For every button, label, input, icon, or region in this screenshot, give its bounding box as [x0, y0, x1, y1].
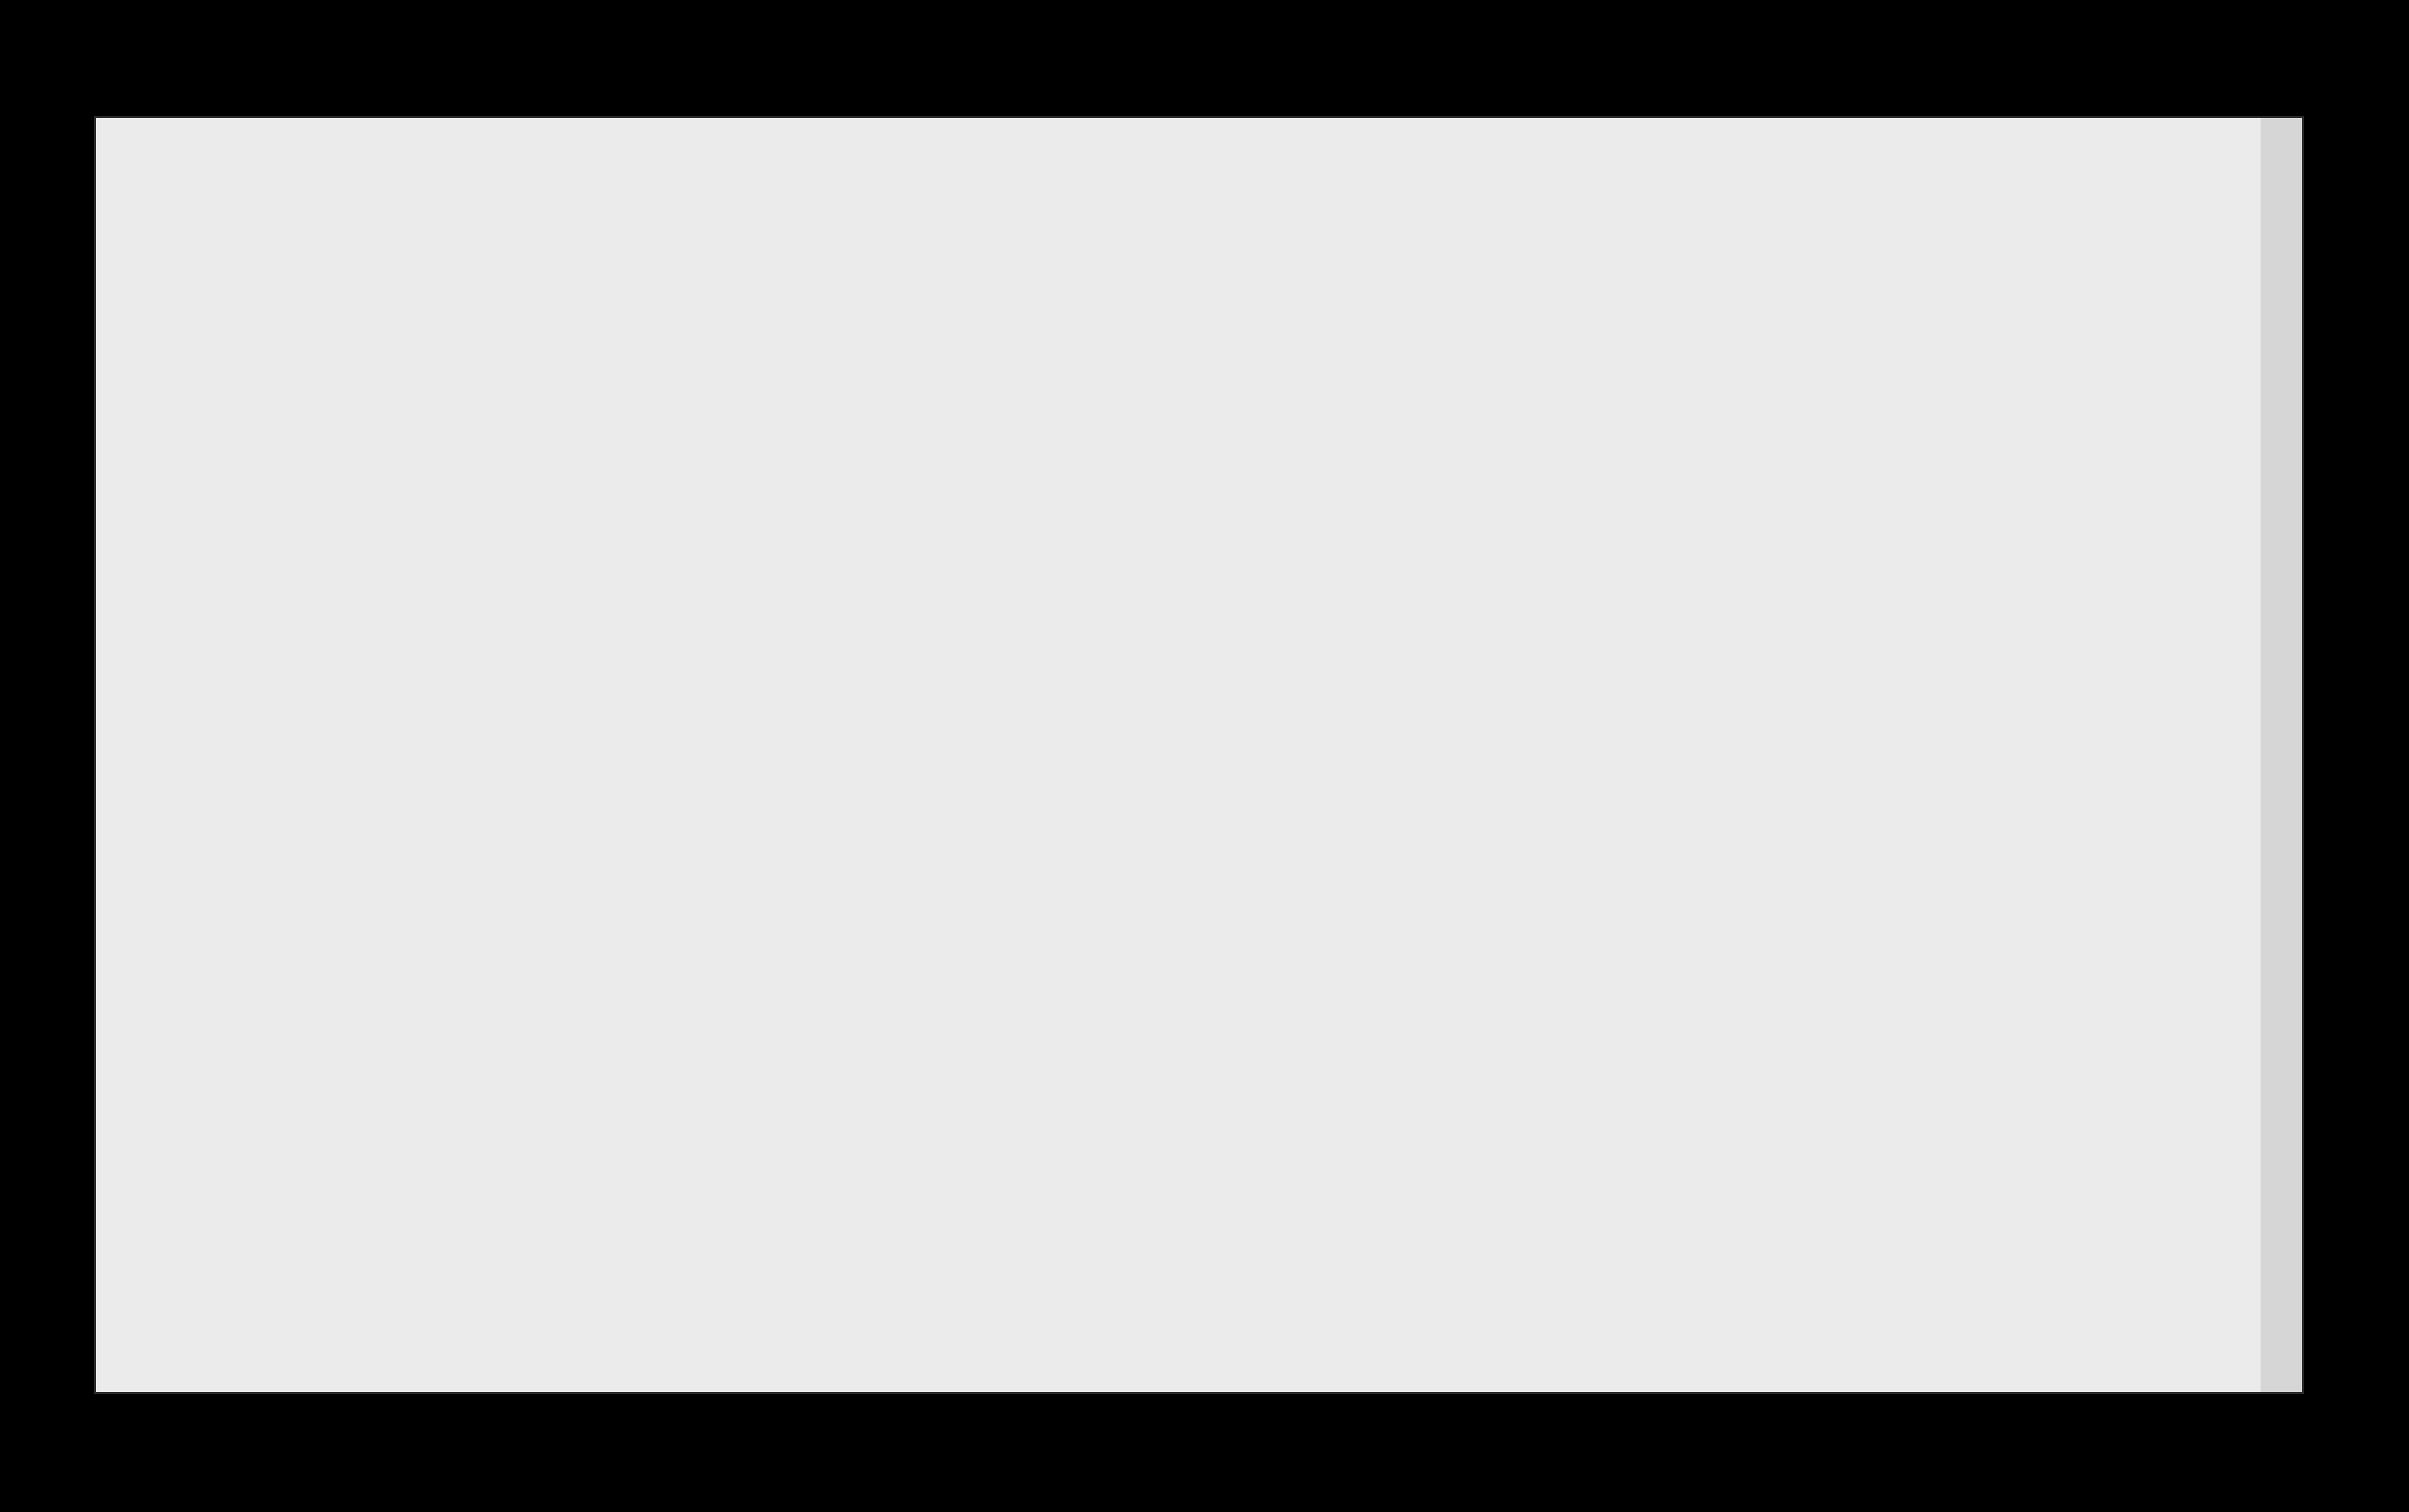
- census-card: [94, 116, 2304, 1394]
- top-section: [96, 118, 2302, 455]
- bottom-section: [96, 924, 2302, 1392]
- middle-section: [96, 455, 2302, 924]
